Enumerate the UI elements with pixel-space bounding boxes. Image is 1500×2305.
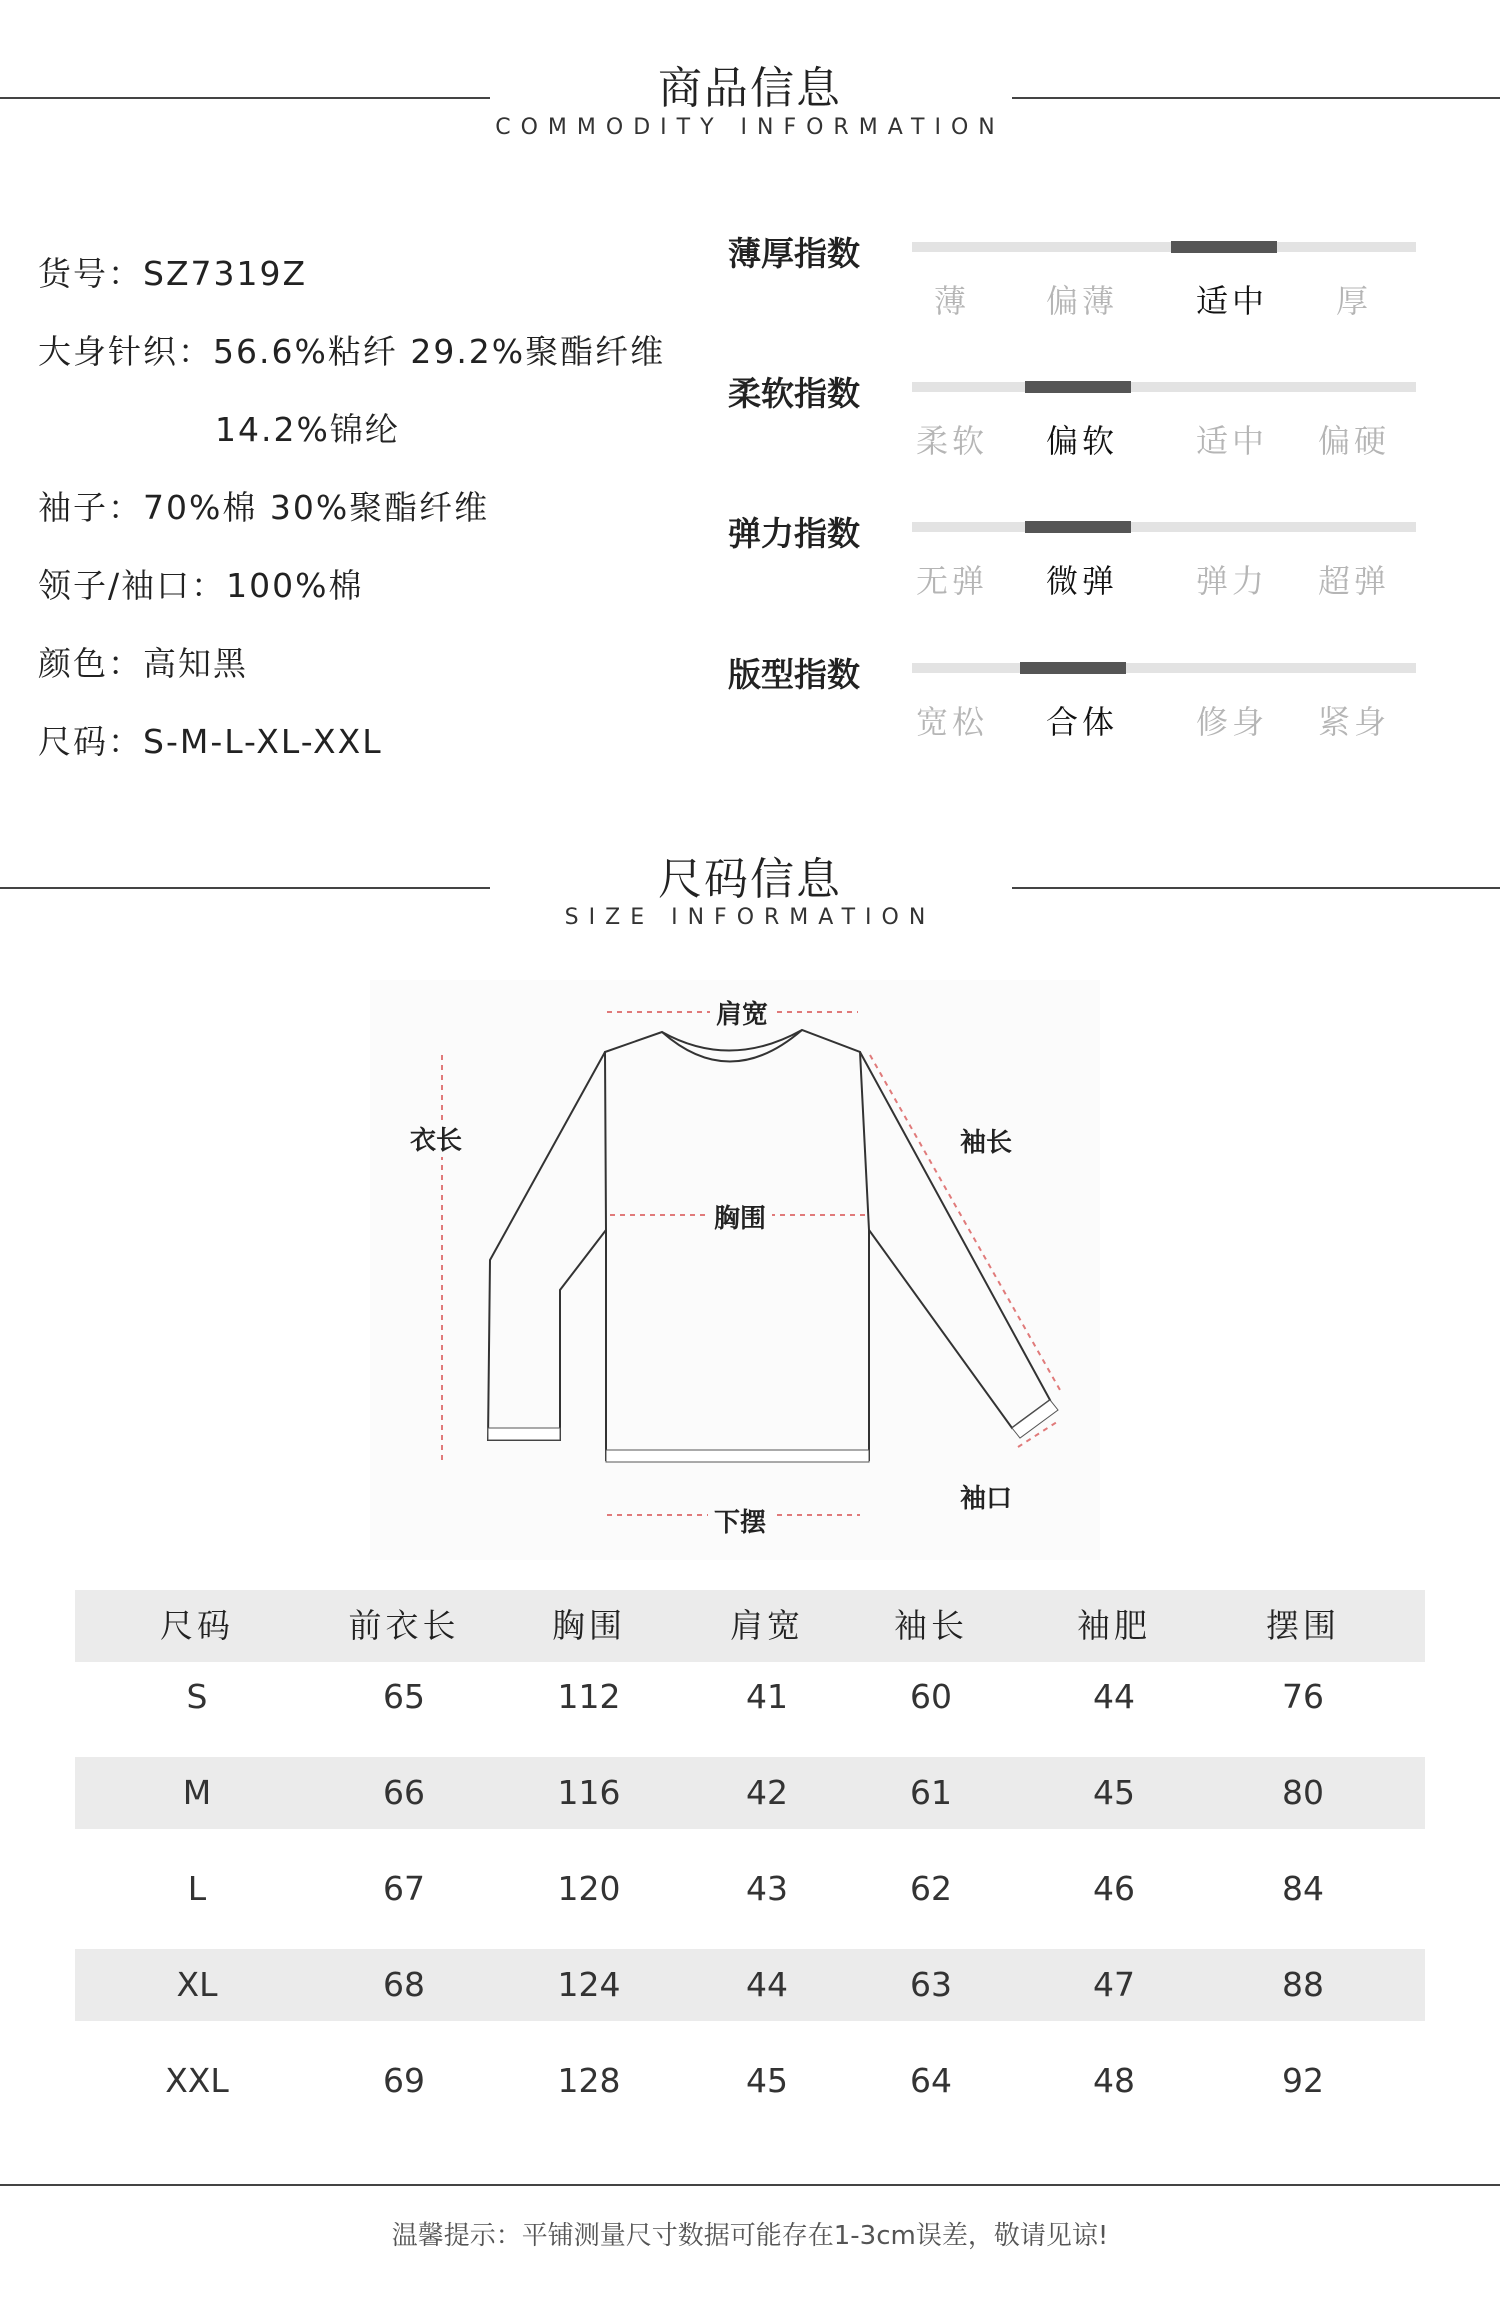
table-cell: L bbox=[187, 1869, 207, 1908]
table-cell: 66 bbox=[383, 1773, 425, 1812]
body-fabric-cont: 14.2%锦纶 bbox=[215, 410, 400, 449]
index-option: 偏薄 bbox=[1045, 282, 1119, 320]
table-cell: XL bbox=[176, 1965, 218, 2004]
table-header-cell: 袖长 bbox=[894, 1606, 968, 1645]
index-option: 适中 bbox=[1195, 422, 1269, 460]
table-cell: 62 bbox=[910, 1869, 952, 1908]
index-option: 合体 bbox=[1045, 703, 1119, 741]
table-row bbox=[75, 1949, 1425, 2021]
index-option: 无弹 bbox=[915, 562, 989, 600]
table-cell: 61 bbox=[910, 1773, 952, 1812]
table-cell: 76 bbox=[1282, 1677, 1324, 1716]
table-cell: 41 bbox=[746, 1677, 788, 1716]
measurement-note: 温馨提示：平铺测量尺寸数据可能存在1-3cm误差，敬请见谅! bbox=[391, 2221, 1109, 2251]
table-cell: S bbox=[186, 1677, 208, 1716]
sweater-illustration bbox=[370, 980, 1100, 1560]
table-row bbox=[75, 2045, 1425, 2117]
table-cell: 47 bbox=[1093, 1965, 1135, 2004]
index-option: 偏软 bbox=[1045, 422, 1119, 460]
size-title: 尺码信息 bbox=[658, 854, 842, 905]
table-cell: 48 bbox=[1093, 2061, 1135, 2100]
index-level-marker bbox=[1171, 241, 1277, 253]
table-row bbox=[75, 1661, 1425, 1733]
table-row bbox=[75, 1853, 1425, 1925]
garment-diagram bbox=[370, 980, 1100, 1560]
color: 颜色：高知黑 bbox=[38, 644, 248, 683]
index-level-marker bbox=[1020, 662, 1126, 674]
sizes: 尺码：S-M-L-XL-XXL bbox=[38, 722, 383, 761]
index-label: 版型指数 bbox=[728, 655, 860, 694]
index-level-marker bbox=[1025, 381, 1131, 393]
index-option: 弹力 bbox=[1195, 562, 1269, 600]
table-header-cell: 肩宽 bbox=[730, 1606, 804, 1645]
index-bar bbox=[912, 663, 1416, 673]
table-header-cell: 前衣长 bbox=[348, 1606, 460, 1645]
table-cell: 60 bbox=[910, 1677, 952, 1716]
label-sleeve: 袖长 bbox=[960, 1128, 1013, 1158]
index-option: 偏硬 bbox=[1317, 422, 1391, 460]
index-bar bbox=[912, 242, 1416, 252]
table-cell: 44 bbox=[1093, 1677, 1135, 1716]
table-cell: 80 bbox=[1282, 1773, 1324, 1812]
table-cell: 128 bbox=[557, 2061, 621, 2100]
table-header-cell: 胸围 bbox=[552, 1606, 626, 1645]
table-cell: 88 bbox=[1282, 1965, 1324, 2004]
label-chest: 胸围 bbox=[708, 1198, 772, 1235]
table-cell: M bbox=[182, 1773, 212, 1812]
table-cell: 65 bbox=[383, 1677, 425, 1716]
index-option: 紧身 bbox=[1317, 703, 1391, 741]
index-label: 薄厚指数 bbox=[728, 234, 860, 273]
index-option: 微弹 bbox=[1045, 562, 1119, 600]
commodity-title: 商品信息 bbox=[658, 63, 842, 114]
index-option: 薄 bbox=[933, 282, 971, 320]
index-option: 宽松 bbox=[915, 703, 989, 741]
table-cell: 112 bbox=[557, 1677, 621, 1716]
table-cell: 63 bbox=[910, 1965, 952, 2004]
table-cell: 43 bbox=[746, 1869, 788, 1908]
table-cell: 116 bbox=[557, 1773, 621, 1812]
index-level-marker bbox=[1025, 521, 1131, 533]
label-hem: 下摆 bbox=[708, 1502, 772, 1539]
index-option: 柔软 bbox=[915, 422, 989, 460]
table-cell: XXL bbox=[165, 2061, 229, 2100]
collar-fabric: 领子/袖口：100%棉 bbox=[38, 566, 364, 605]
table-cell: 64 bbox=[910, 2061, 952, 2100]
table-cell: 120 bbox=[557, 1869, 621, 1908]
table-header-row bbox=[75, 1590, 1425, 1662]
commodity-subtitle: COMMODITY INFORMATION bbox=[495, 115, 1005, 140]
size-subtitle: SIZE INFORMATION bbox=[564, 905, 936, 930]
table-cell: 44 bbox=[746, 1965, 788, 2004]
index-label: 弹力指数 bbox=[728, 514, 860, 553]
table-cell: 124 bbox=[557, 1965, 621, 2004]
table-cell: 92 bbox=[1282, 2061, 1324, 2100]
table-cell: 84 bbox=[1282, 1869, 1324, 1908]
body-fabric: 大身针织：56.6%粘纤 29.2%聚酯纤维 bbox=[38, 332, 666, 371]
sleeve-fabric: 袖子：70%棉 30%聚酯纤维 bbox=[38, 488, 490, 527]
footer-line bbox=[0, 2184, 1500, 2186]
table-cell: 46 bbox=[1093, 1869, 1135, 1908]
index-option: 适中 bbox=[1195, 282, 1269, 320]
table-cell: 42 bbox=[746, 1773, 788, 1812]
index-option: 修身 bbox=[1195, 703, 1269, 741]
table-row bbox=[75, 1757, 1425, 1829]
item-number: 货号：SZ7319Z bbox=[38, 254, 308, 293]
table-cell: 69 bbox=[383, 2061, 425, 2100]
label-cuff: 袖口 bbox=[960, 1484, 1013, 1514]
label-shoulder: 肩宽 bbox=[710, 994, 774, 1031]
table-header-cell: 摆围 bbox=[1266, 1606, 1340, 1645]
index-bar bbox=[912, 522, 1416, 532]
table-cell: 45 bbox=[1093, 1773, 1135, 1812]
table-header-cell: 袖肥 bbox=[1077, 1606, 1151, 1645]
index-option: 厚 bbox=[1335, 282, 1373, 320]
index-label: 柔软指数 bbox=[728, 374, 860, 413]
table-cell: 68 bbox=[383, 1965, 425, 2004]
table-cell: 45 bbox=[746, 2061, 788, 2100]
table-header-cell: 尺码 bbox=[160, 1606, 234, 1645]
index-option: 超弹 bbox=[1317, 562, 1391, 600]
table-cell: 67 bbox=[383, 1869, 425, 1908]
index-bar bbox=[912, 382, 1416, 392]
label-length: 衣长 bbox=[410, 1120, 462, 1157]
